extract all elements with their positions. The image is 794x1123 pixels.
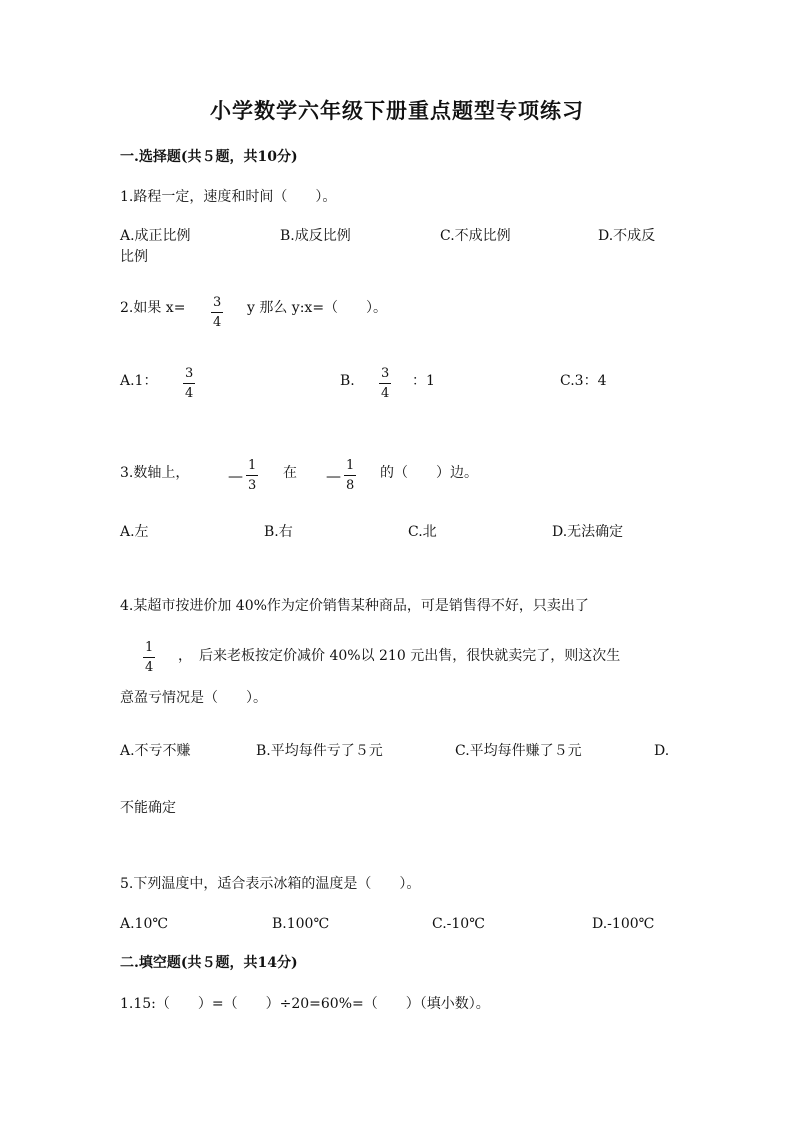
q1-option-d: D.不成反: [598, 228, 656, 244]
question-4-line-2: ， 后来老板按定价减价 40%以 210 元出售，很快就卖完了，则这次生: [178, 648, 621, 664]
q5-option-c: C.-10℃: [432, 916, 485, 932]
question-2-stem-end: y 那么 y:x=（ ）。: [247, 300, 388, 316]
q5-option-b: B.100℃: [272, 916, 330, 932]
q3-option-d: D.无法确定: [552, 524, 624, 540]
fraction-denominator: 4: [213, 315, 222, 330]
fill-in-question-1: 1.15:（ ）=（ ）÷20=60%=（ ）（填小数）。: [120, 996, 490, 1012]
question-5-stem: 5.下列温度中，适合表示冰箱的温度是（ ）。: [120, 876, 421, 892]
q4-fraction: [143, 641, 155, 674]
q1-option-a: A.成正比例: [120, 228, 191, 244]
q5-option-a: A.10℃: [120, 916, 169, 932]
q3-option-b: B.右: [264, 524, 293, 540]
q2-option-a-fraction: [183, 367, 195, 400]
q4-option-a: A.不亏不赚: [120, 743, 191, 759]
fraction-numerator: 1: [145, 640, 154, 655]
fraction-numerator: 1: [248, 458, 257, 473]
q4-option-d: D.: [654, 743, 670, 759]
minus-sign: —: [326, 466, 341, 485]
q2-option-c: C.3：4: [560, 373, 607, 389]
q4-option-c: C.平均每件赚了５元: [455, 743, 582, 759]
fraction-numerator: 3: [381, 366, 390, 381]
q2-option-b: B.: [340, 373, 355, 389]
minus-sign: —: [228, 466, 243, 485]
question-2-stem-start: 2.如果 x=: [120, 300, 186, 316]
q1-option-c: C.不成比例: [440, 228, 511, 244]
fraction-denominator: 8: [346, 478, 355, 493]
q2-stem-fraction: [211, 296, 223, 329]
fraction-numerator: 1: [346, 458, 355, 473]
fraction-denominator: 4: [185, 386, 194, 401]
fraction: [344, 459, 356, 492]
page-title: 小学数学六年级下册重点题型专项练习: [210, 98, 584, 123]
q3-option-a: A.左: [120, 524, 149, 540]
q5-option-d: D.-100℃: [592, 916, 655, 932]
question-3-stem-start: 3.数轴上，: [120, 465, 190, 481]
q4-option-d-wrap: 不能确定: [120, 800, 176, 816]
q2-option-a: A.1：: [120, 373, 158, 389]
question-3-stem-mid: 在: [283, 465, 297, 481]
question-4-line-3: 意盈亏情况是（ ）。: [120, 690, 267, 706]
fraction: [246, 459, 258, 492]
q2-option-b-end: ：1: [412, 373, 435, 389]
section-heading-fill-in: 二.填空题(共５题，共14分): [120, 955, 298, 971]
fraction-numerator: 3: [213, 295, 222, 310]
q2-option-b-fraction: [379, 367, 391, 400]
fraction-denominator: 3: [248, 478, 257, 493]
question-1-stem: 1.路程一定，速度和时间（ ）。: [120, 189, 337, 205]
q3-option-c: C.北: [408, 524, 437, 540]
q3-fraction-negative-one-third: [228, 459, 258, 492]
section-heading-choice: 一.选择题(共５题，共10分): [120, 149, 298, 165]
fraction-denominator: 4: [381, 386, 390, 401]
q1-option-b: B.成反比例: [280, 228, 351, 244]
q4-option-b: B.平均每件亏了５元: [256, 743, 383, 759]
question-4-line-1: 4.某超市按进价加 40%作为定价销售某种商品，可是销售得不好，只卖出了: [120, 598, 589, 614]
fraction-denominator: 4: [145, 660, 154, 675]
q3-fraction-negative-one-eighth: [326, 459, 356, 492]
fraction-numerator: 3: [185, 366, 194, 381]
question-3-stem-end: 的（ ）边。: [380, 465, 478, 481]
q1-option-d-wrap: 比例: [120, 249, 148, 265]
